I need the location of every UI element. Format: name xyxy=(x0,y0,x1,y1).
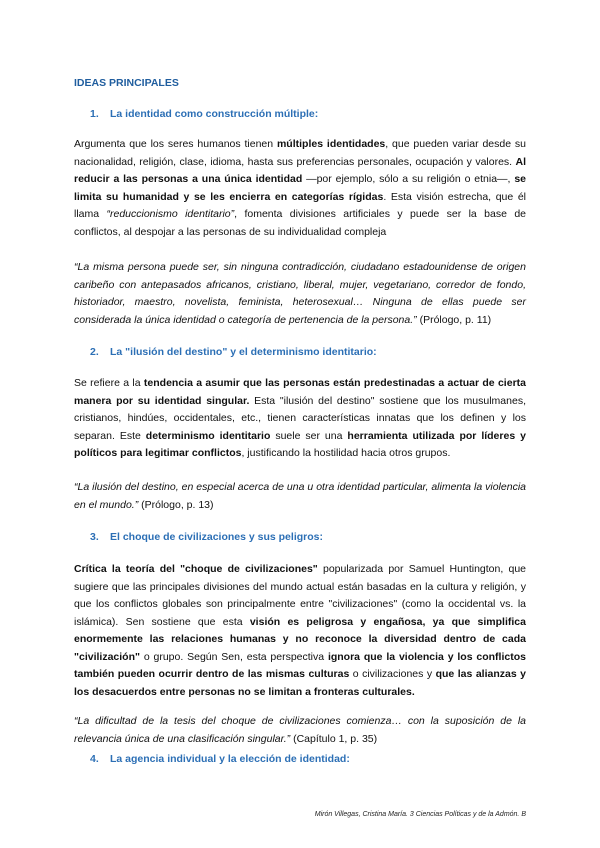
section-heading-text: La "ilusión del destino" y el determinismo identitario: xyxy=(110,346,377,358)
text-run: . Esta visión estrecha, que él llama xyxy=(74,190,526,220)
bold-text-run: múltiples identidades xyxy=(276,138,386,150)
section-number: 2. xyxy=(90,346,99,358)
bold-text-run: tendencia a asumir que las personas están predestinadas a actuar de cierta manera por su identidad singular. xyxy=(74,377,526,407)
section-quote-2 xyxy=(74,479,526,514)
text-run: popularizada por Samuel Huntington, que sugiere que las principales divisiones del mundo actual están basadas en la cultura y religión, y que los conflictos globales son principalmente entre "civilizaciones" (como la occidental vs. la islámica). Sen sostiene que esta xyxy=(74,563,526,628)
text-run: o grupo. Según Sen, esta perspectiva xyxy=(139,650,328,663)
text-run: Se refiere a la xyxy=(74,377,144,389)
bold-text-run: visión es peligrosa y engañosa, ya que simplifica enormemente las relaciones humanas y no reconoce la diversidad dentro de cada "civilización" xyxy=(74,615,526,663)
bold-text-run: que las alianzas y los desacuerdos entre personas no se limitan a fronteras culturales. xyxy=(74,668,527,698)
text-run: Argumenta que los seres humanos tienen xyxy=(74,138,277,150)
text-run: o civilizaciones y xyxy=(349,668,436,680)
section-heading-text: La agencia individual y la elección de identidad: xyxy=(110,753,350,765)
section-paragraph-3 xyxy=(74,561,526,701)
section-paragraph-2 xyxy=(74,375,526,463)
section-heading-4 xyxy=(90,753,350,765)
quote-text: “La dificultad de la tesis del choque de civilizaciones comienza… con la suposición de la relevancia única de una clasificación singular.” xyxy=(74,715,526,745)
bold-text-run: Al reducir a las personas a una única identidad xyxy=(74,155,526,185)
bold-text-run: herramienta utilizada por líderes y políticos para legitimar conflictos xyxy=(74,429,526,459)
italic-text-run: “reduccionismo identitario” xyxy=(106,208,235,220)
bold-text-run: ignora que la violencia y los conflictos también pueden ocurrir dentro de las mismas culturas xyxy=(74,650,526,680)
section-paragraph-1 xyxy=(74,136,526,241)
document-title: IDEAS PRINCIPALES xyxy=(74,77,179,89)
section-heading-2 xyxy=(90,346,377,358)
section-heading-text: El choque de civilizaciones y sus peligros: xyxy=(110,531,323,543)
text-run: —por ejemplo, sólo a su religión o etnia—, xyxy=(302,173,515,185)
quote-reference: (Prólogo, p. 13) xyxy=(138,498,214,511)
text-run: , justificando la hostilidad hacia otros grupos. xyxy=(241,447,451,459)
text-run: suele ser una xyxy=(270,429,348,442)
section-number: 1. xyxy=(90,108,99,120)
section-heading-3 xyxy=(90,531,323,543)
text-run: , que pueden variar desde su nacionalidad, religión, clase, idioma, hasta sus preferencias personales, ocupación y valores. xyxy=(74,138,526,168)
section-heading-text: La identidad como construcción múltiple: xyxy=(110,108,319,120)
section-quote-1 xyxy=(74,259,526,329)
quote-reference: (Prólogo, p. 11) xyxy=(416,313,492,326)
quote-text: “La ilusión del destino, en especial acerca de una u otra identidad particular, alimenta la violencia en el mundo.” xyxy=(74,481,526,511)
bold-text-run: Crítica la teoría del "choque de civilizaciones" xyxy=(74,563,318,575)
section-quote-3 xyxy=(74,713,526,748)
quote-reference: (Capítulo 1, p. 35) xyxy=(290,732,378,745)
text-run: , fomenta divisiones artificiales y puede ser la base de conflictos, al despojar a las personas de su individualidad compleja xyxy=(74,208,526,238)
section-heading-1 xyxy=(90,108,318,120)
section-number: 4. xyxy=(90,753,99,765)
section-number: 3. xyxy=(90,531,99,543)
quote-text: “La misma persona puede ser, sin ninguna contradicción, ciudadano estadounidense de origen caribeño con antepasados africanos, cristiano, liberal, mujer, vegetariano, corredor de fondo, historiador, maestro, novelista, feminista, heterosexual… Ninguna de ellas puede ser considerada la única identidad o categoría de pertenencia de la persona.” xyxy=(74,261,526,326)
text-run: Esta "ilusión del destino" sostiene que los musulmanes, cristianos, hindúes, occidentales, etc., tienen características innatas que los definen y los separan. Este xyxy=(74,394,526,442)
page-footer: Mirón Villegas, Cristina María. 3 Ciencias Políticas y de la Admón. B xyxy=(314,811,526,818)
bold-text-run: determinismo identitario xyxy=(145,429,271,442)
bold-text-run: se limita su humanidad y se les encierra en categorías rígidas xyxy=(74,173,526,203)
